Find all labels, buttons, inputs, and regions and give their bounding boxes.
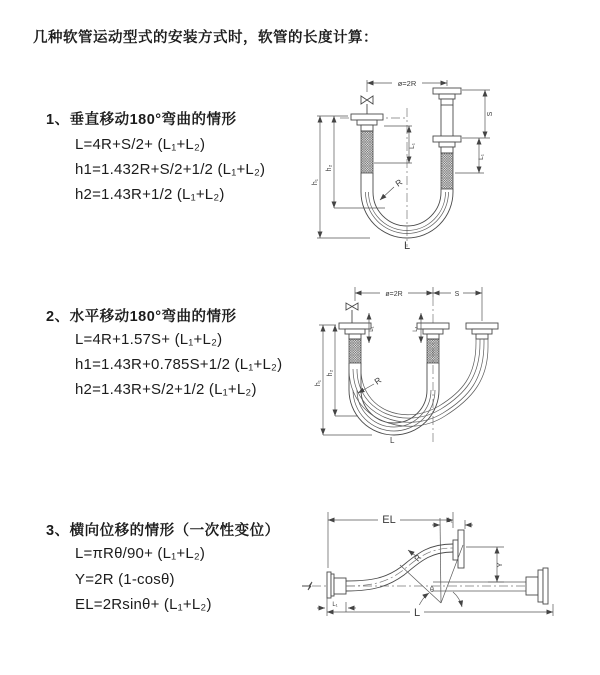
left-leg-fitting: [351, 114, 383, 192]
dim-label-l1: L₁: [369, 326, 375, 332]
dim-label-2r: ø=2R: [397, 79, 417, 88]
dim-label-s: S: [454, 291, 460, 298]
dim-l1-left-leg: [369, 313, 375, 343]
section-1-formula-L: L=4R+S/2+ (L₁+L₂): [75, 136, 206, 153]
valve-icon: [346, 303, 358, 323]
valve-icon: [361, 96, 373, 114]
hose-moved: [349, 339, 488, 426]
dim-label-h2: h₂: [327, 369, 334, 377]
section-2-heading: 2、水平移动180°弯曲的情形: [46, 309, 237, 325]
radius-label: R: [372, 374, 384, 387]
vertical-reference-line: [440, 518, 441, 603]
dim-h2: [326, 116, 385, 208]
section-1-heading: 1、垂直移动180°弯曲的情形: [46, 112, 237, 128]
moved-leg-fitting: [466, 323, 498, 339]
dim-label-l1-left: L₁: [332, 602, 338, 608]
dim-label-s: S: [487, 111, 494, 117]
radius-callout: [380, 177, 404, 200]
section-3-formula-EL: EL=2Rsinθ+ (L₁+L₂): [75, 596, 212, 613]
dim-label-l1-right: L₁: [478, 154, 485, 160]
radius-label: R: [393, 176, 405, 189]
hose-original: [349, 390, 439, 435]
right-leg-fitting: [433, 88, 461, 192]
left-flange: [327, 572, 346, 598]
section-2-formula-h2: h2=1.43R+S/2+1/2 (L₁+L₂): [75, 381, 257, 398]
dim-label-h1: h₁: [315, 379, 322, 387]
section-1-formula-h2: h2=1.43R+1/2 (L₁+L₂): [75, 186, 225, 203]
dim-label-l1-left: L₁: [409, 143, 416, 149]
length-label: L: [390, 436, 395, 445]
dim-label-h2: h₂: [326, 164, 333, 172]
dim-label-l: L: [413, 607, 421, 619]
length-label: L: [404, 240, 411, 252]
diagram-1-vertical-movement: [310, 70, 510, 252]
dim-h1: [315, 325, 372, 435]
dim-el: [328, 512, 453, 568]
section-2-formula-h1: h1=1.43R+0.785S+1/2 (L₁+L₂): [75, 356, 283, 373]
section-3-heading: 3、横向位移的情形（一次性变位）: [46, 523, 280, 539]
section-1-formula-h1: h1=1.432R+S/2+1/2 (L₁+L₂): [75, 161, 266, 178]
dim-label-el: EL: [382, 514, 396, 526]
dim-label-theta: θ: [430, 587, 434, 594]
diagram-3-lateral-displacement: [300, 498, 600, 648]
radius-label: R: [412, 553, 424, 564]
dim-label-y: Y: [495, 562, 504, 568]
section-3-formula-Y: Y=2R (1-cosθ): [75, 571, 175, 588]
section-3-formula-L: L=πRθ/90+ (L₁+L₂): [75, 545, 206, 562]
middle-leg-fitting: [417, 323, 449, 390]
left-leg-fitting: [339, 323, 371, 390]
section-2-formula-L: L=4R+1.57S+ (L₁+L₂): [75, 331, 223, 348]
diagram-2-horizontal-movement: [310, 283, 600, 458]
dim-2r: [355, 287, 482, 321]
dim-label-h1: h₁: [312, 178, 319, 186]
upper-flange: [453, 530, 464, 568]
dim-l1-left: [317, 602, 356, 612]
dim-label-l1-top: L₁: [447, 518, 453, 524]
dim-l: [327, 598, 553, 619]
dim-s: [462, 90, 494, 138]
s-curve-hose: [346, 544, 453, 591]
dim-label-2r: ø=2R: [385, 291, 403, 298]
dim-label-l1-b: L₁: [413, 326, 419, 332]
dim-l1-right: [455, 138, 485, 173]
dim-y: [466, 547, 504, 582]
page-title: 几种软管运动型式的安装方式时，软管的长度计算：: [33, 30, 378, 46]
dim-l1-left: [374, 126, 416, 163]
